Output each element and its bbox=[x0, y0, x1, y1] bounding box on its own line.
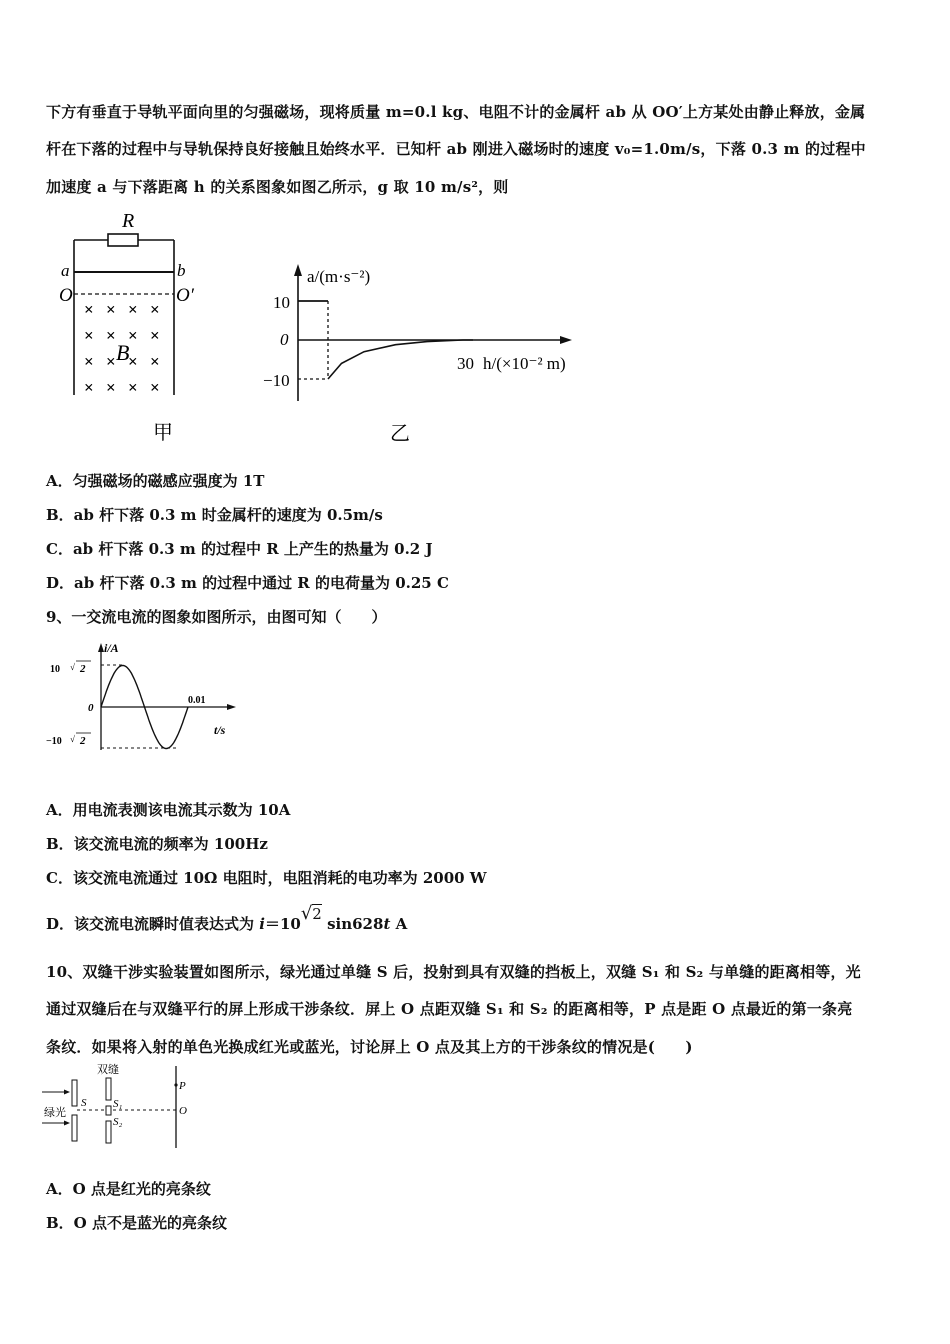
label-S: S bbox=[81, 1097, 87, 1109]
svg-text:×: × bbox=[128, 352, 138, 371]
svg-text:×: × bbox=[150, 352, 160, 371]
x-tick-30: 30 bbox=[457, 354, 474, 373]
svg-text:×: × bbox=[128, 300, 138, 319]
label-R: R bbox=[122, 210, 135, 232]
q9-option-b: B．该交流电流的频率为 100Hz bbox=[46, 835, 268, 853]
q8-option-a: A．匀强磁场的磁感应强度为 1T bbox=[46, 472, 265, 490]
q9-t-tick: 0.01 bbox=[188, 695, 206, 706]
svg-text:×: × bbox=[106, 300, 116, 319]
svg-text:×: × bbox=[84, 326, 94, 345]
y-tick-minus10: −10 bbox=[263, 371, 290, 390]
double-slit-bottom bbox=[106, 1121, 111, 1143]
svg-text:×: × bbox=[84, 378, 94, 397]
y-tick-10: 10 bbox=[273, 293, 290, 312]
q10-option-a: A．O 点是红光的亮条纹 bbox=[46, 1180, 211, 1198]
q9-ylabel: i/A bbox=[104, 641, 119, 655]
svg-text:×: × bbox=[84, 300, 94, 319]
q10-double-slit-figure bbox=[42, 1062, 202, 1154]
q9-option-d-t: t bbox=[383, 915, 391, 933]
x-axis-arrow bbox=[560, 336, 572, 344]
label-b: b bbox=[177, 261, 186, 280]
label-P: P bbox=[179, 1080, 186, 1092]
q8-option-c: C．ab 杆下落 0.3 m 的过程中 R 上产生的热量为 0.2 J bbox=[46, 540, 433, 558]
label-O-prime: O′ bbox=[176, 285, 194, 306]
q9-origin: 0 bbox=[88, 702, 94, 714]
figure-jia-circuit bbox=[56, 205, 216, 445]
figure-yi-chart bbox=[255, 258, 595, 448]
svg-text:×: × bbox=[150, 326, 160, 345]
y-axis-arrow bbox=[294, 264, 302, 276]
label-O: O bbox=[59, 285, 73, 306]
q10-option-b: B．O 点不是蓝光的亮条纹 bbox=[46, 1214, 227, 1232]
q9-xlabel: t/s bbox=[214, 723, 226, 737]
svg-text:×: × bbox=[84, 352, 94, 371]
resistor-r bbox=[108, 234, 138, 246]
label-double-slit: 双缝 bbox=[97, 1064, 119, 1076]
label-green-light: 绿光 bbox=[44, 1107, 66, 1119]
y-axis-label: a/(m·s⁻²) bbox=[307, 267, 371, 286]
q9-option-d-unit: A bbox=[390, 915, 408, 933]
q8-option-d: D．ab 杆下落 0.3 m 的过程中通过 R 的电荷量为 0.25 C bbox=[46, 574, 449, 592]
q10-line-3: 条纹．如果将入射的单色光换成红光或蓝光，讨论屏上 O 点及其上方的干涉条纹的情况是( ) bbox=[46, 1038, 693, 1056]
svg-text:×: × bbox=[106, 378, 116, 397]
x-axis-label: h/(×10⁻² m) bbox=[483, 354, 566, 373]
q9-option-a: A．用电流表测该电流其示数为 10A bbox=[46, 801, 291, 819]
caption-yi: 乙 bbox=[390, 423, 410, 445]
intro-line-1: 下方有垂直于导轨平面向里的匀强磁场，现将质量 m=0.l kg、电阻不计的金属杆 ab 从 OO′上方某处由静止释放，金属 bbox=[46, 103, 866, 121]
svg-text:×: × bbox=[128, 326, 138, 345]
q8-option-b: B．ab 杆下落 0.3 m 时金属杆的速度为 0.5m/s bbox=[46, 506, 383, 524]
q9-ytop-2: 2 bbox=[80, 663, 86, 675]
q9-option-d-prefix: D．该交流电流瞬时值表达式为 bbox=[46, 915, 260, 933]
svg-text:×: × bbox=[128, 378, 138, 397]
caption-jia: 甲 bbox=[153, 422, 173, 444]
label-B: B bbox=[116, 340, 130, 365]
q9-sqrt-sign-top: √ bbox=[70, 662, 75, 672]
label-a: a bbox=[61, 261, 70, 280]
intro-line-2: 杆在下落的过程中与导轨保持良好接触且始终水平．已知杆 ab 刚进入磁场时的速度 v₀=1.0m/s，下落 0.3 m 的过程中 bbox=[46, 140, 866, 158]
svg-text:×: × bbox=[150, 378, 160, 397]
q9-ybottom-2: 2 bbox=[80, 735, 86, 747]
label-S2: S₂ bbox=[113, 1116, 123, 1128]
q9-option-c: C．该交流电流通过 10Ω 电阻时，电阻消耗的电功率为 2000 W bbox=[46, 869, 487, 887]
q9-ybottom-10: −10 bbox=[46, 736, 62, 747]
q9-option-d-eq: ＝10 bbox=[264, 915, 301, 933]
q9-option-d: D．该交流电流瞬时值表达式为 i＝10√2 sin628t A bbox=[46, 903, 408, 933]
y-tick-0: 0 bbox=[280, 330, 289, 349]
q9-ac-graph bbox=[44, 640, 244, 755]
intro-line-3: 加速度 a 与下落距离 h 的关系图象如图乙所示，g 取 10 m/s²，则 bbox=[46, 178, 509, 196]
q9-ytop-10: 10 bbox=[50, 664, 60, 675]
svg-text:×: × bbox=[106, 352, 116, 371]
label-O: O bbox=[179, 1105, 187, 1117]
double-slit-middle bbox=[106, 1106, 111, 1115]
q9-sqrt-sign-bottom: √ bbox=[70, 734, 75, 744]
q10-line-1: 10、双缝干涉实验装置如图所示，绿光通过单缝 S 后，投射到具有双缝的挡板上，双缝 S₁ 和 S₂ 与单缝的距离相等，光 bbox=[46, 963, 861, 981]
label-S1: S₁ bbox=[113, 1098, 123, 1110]
svg-text:×: × bbox=[106, 326, 116, 345]
double-slit-top bbox=[106, 1078, 111, 1100]
single-slit-lower bbox=[72, 1115, 77, 1141]
q9-stem: 9、一交流电流的图象如图所示，由图可知（ ） bbox=[46, 608, 387, 626]
q9-option-d-sin: sin628 bbox=[321, 915, 384, 933]
q10-line-2: 通过双缝后在与双缝平行的屏上形成干涉条纹．屏上 O 点距双缝 S₁ 和 S₂ 的距离相等，P 点是距 O 点最近的第一条亮 bbox=[46, 1000, 853, 1018]
t-axis-arrow bbox=[227, 704, 236, 710]
point-P bbox=[174, 1083, 177, 1086]
series-line-in-field bbox=[328, 340, 473, 379]
q9-option-d-i: i bbox=[259, 915, 265, 933]
svg-text:×: × bbox=[150, 300, 160, 319]
q9-option-d-sqrt: 2 bbox=[312, 905, 322, 923]
single-slit-upper bbox=[72, 1080, 77, 1106]
